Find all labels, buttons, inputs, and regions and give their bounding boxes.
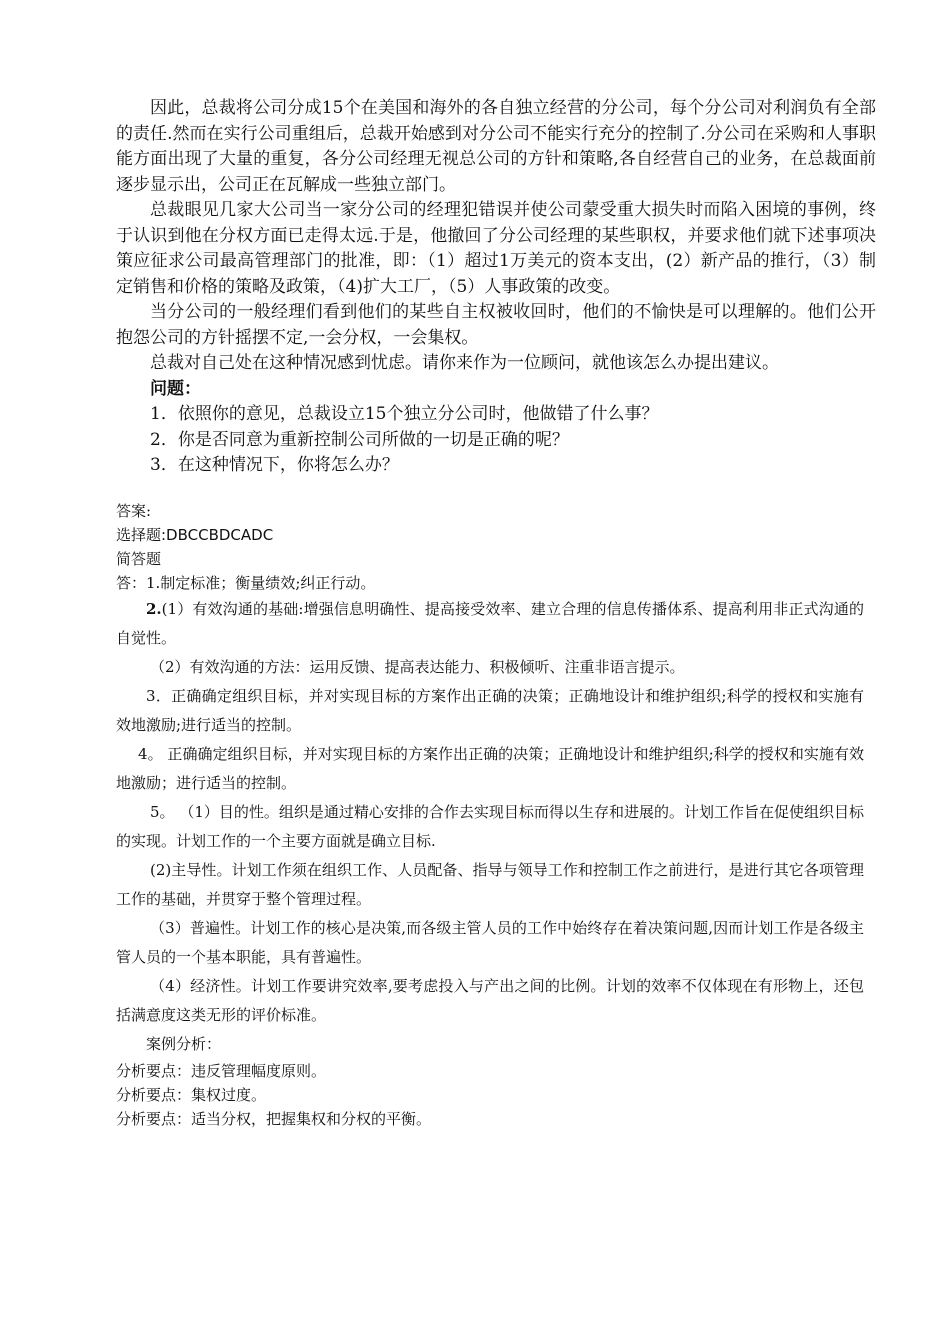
analysis-point-2: 分析要点：集权过度。 — [116, 1086, 267, 1104]
case-paragraph-2: 总裁眼见几家大公司当一家分公司的经理犯错误并使公司蒙受重大损失时而陷入困境的事例，终于认识到他在分权方面已走得太远.于是，他撤回了分公司经理的某些职权，并要求他们就下述事项决策应征求公司最高管理部门的批准，即：（1）超过1万美元的资本支出，(2）新产品的推行，（3）制定销售和价格的策略及政策，（4)扩大工厂，（5）人事政策的改变。 — [116, 200, 876, 297]
question-3: 3．在这种情况下，你将怎么办？ — [150, 455, 399, 475]
answer-5-part-4: （4）经济性。计划工作要讲究效率,要考虑投入与产出之间的比例。计划的效率不仅体现在有形物上，还包括满意度这类无形的评价标准。 — [116, 977, 864, 1024]
case-analysis-heading: 案例分析： — [146, 1035, 222, 1053]
answer-2-part-1 — [116, 595, 864, 653]
choice-answers: 选择题:DBCCBDCADC — [116, 526, 274, 544]
case-paragraph-1: 因此，总裁将公司分成15个在美国和海外的各自独立经营的分公司，每个分公司对利润负有全部的责任.然而在实行公司重组后，总裁开始感到对分公司不能实行充分的控制了.分公司在采购和人事职能方面出现了大量的重复，各分公司经理无视总公司的方针和策略,各自经营自己的业务，在总裁面前逐步显示出，公司正在瓦解成一些独立部门。 — [116, 98, 876, 195]
answer-5-part-1: 5。 （1）目的性。组织是通过精心安排的合作去实现目标而得以生存和进展的。计划工作旨在促使组织目标的实现。计划工作的一个主要方面就是确立目标. — [116, 803, 864, 850]
answer-2-number: 2. — [146, 600, 162, 618]
short-answer-heading: 简答题 — [116, 550, 162, 568]
answer-2-part-2: （2）有效沟通的方法：运用反馈、提高表达能力、积极倾听、注重非语言提示。 — [150, 658, 685, 676]
case-study-section — [116, 96, 876, 479]
answer-2-text: (1）有效沟通的基础:增强信息明确性、提高接受效率、建立合理的信息传播体系、提高利用非正式沟通的自觉性。 — [116, 600, 864, 647]
answer-5-part-2: (2)主导性。计划工作须在组织工作、人员配备、指导与领导工作和控制工作之前进行，是进行其它各项管理工作的基础，并贯穿于整个管理过程。 — [116, 861, 864, 908]
question-1: 1．依照你的意见，总裁设立15个独立分公司时，他做错了什么事？ — [150, 404, 659, 424]
question-2: 2．你是否同意为重新控制公司所做的一切是正确的呢？ — [150, 429, 569, 450]
answer-1: 答：1.制定标准；衡量绩效;纠正行动。 — [116, 574, 376, 592]
answers-section — [116, 499, 864, 1131]
answer-4: 4。 正确确定组织目标，并对实现目标的方案作出正确的决策；正确地设计和维护组织;科学的授权和实施有效地激励；进行适当的控制。 — [116, 745, 864, 792]
case-paragraph-3: 当分公司的一般经理们看到他们的某些自主权被收回时，他们的不愉快是可以理解的。他们公开抱怨公司的方针摇摆不定,一会分权，一会集权。 — [116, 302, 876, 348]
answers-heading: 答案: — [116, 502, 152, 520]
answer-3: 3．正确确定组织目标，并对实现目标的方案作出正确的决策；正确地设计和维护组织;科学的授权和实施有效地激励;进行适当的控制。 — [116, 687, 864, 734]
analysis-point-3: 分析要点：适当分权，把握集权和分权的平衡。 — [116, 1110, 432, 1128]
analysis-point-1: 分析要点：违反管理幅度原则。 — [116, 1062, 327, 1080]
answer-5-part-3: （3）普遍性。计划工作的核心是决策,而各级主管人员的工作中始终存在着决策问题,因而计划工作是各级主管人员的一个基本职能，具有普遍性。 — [116, 919, 864, 966]
case-paragraph-4: 总裁对自己处在这种情况感到忧虑。请你来作为一位顾问，就他该怎么办提出建议。 — [150, 353, 779, 373]
questions-title: 问题： — [150, 378, 201, 399]
